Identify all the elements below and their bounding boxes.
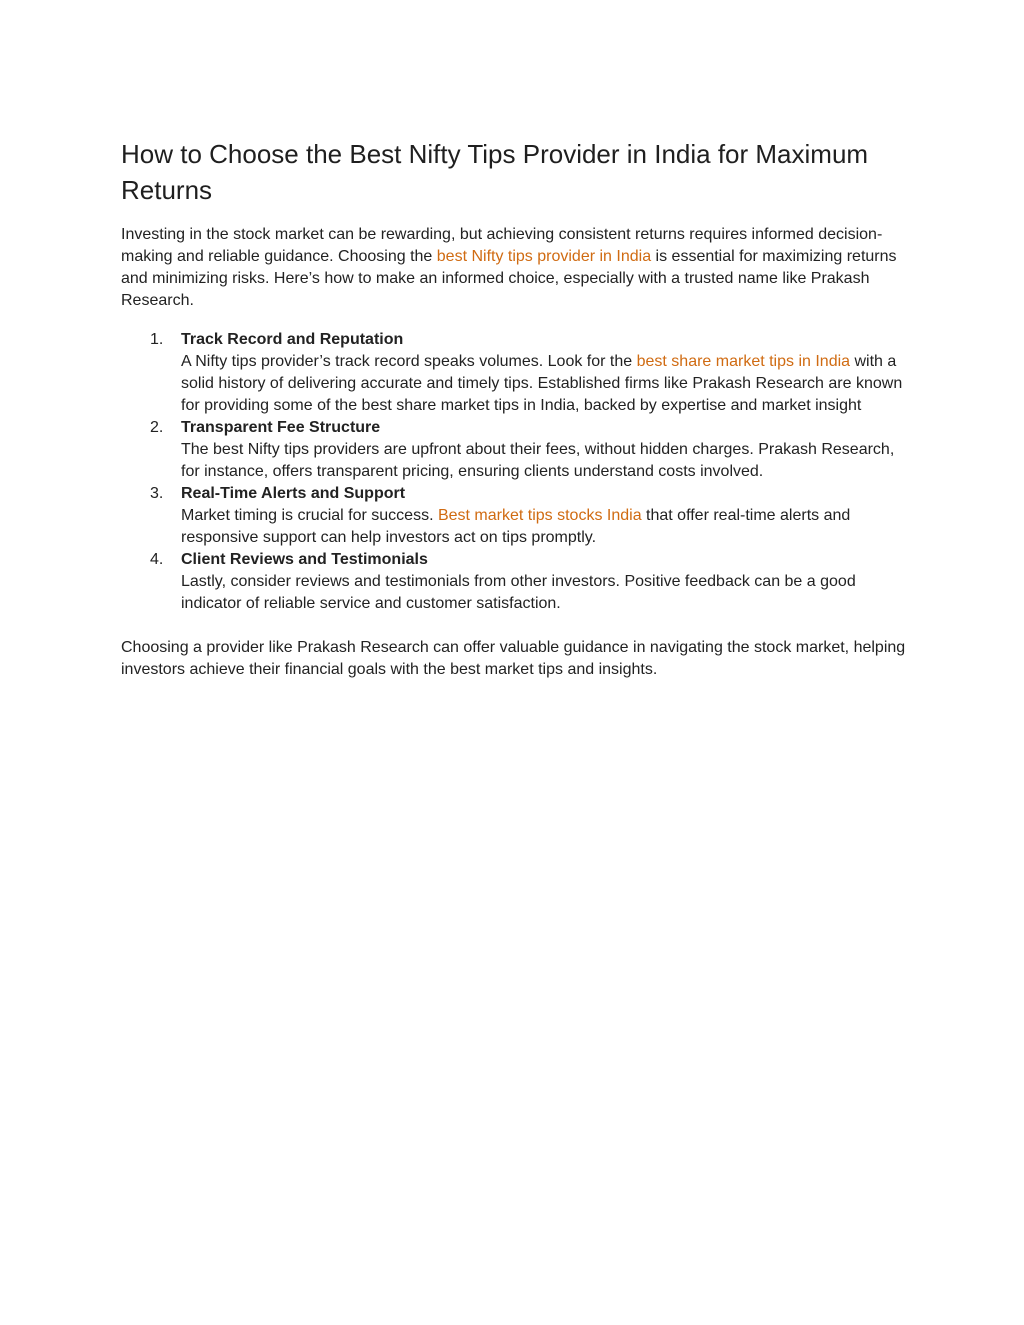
nifty-tips-provider-link[interactable]: best Nifty tips provider in India: [436, 248, 652, 265]
list-item-title: Real-Time Alerts and Support: [181, 485, 406, 502]
list-item-title: Track Record and Reputation: [181, 331, 404, 348]
list-item-number: 3.: [150, 485, 164, 502]
list-item: [121, 549, 911, 615]
market-tips-stocks-link[interactable]: Best market tips stocks India: [437, 507, 642, 524]
list-item-text-before: A Nifty tips provider’s track record speaks volumes. Look for the: [181, 353, 637, 370]
list-item-body: [181, 351, 911, 417]
intro-text-before: Investing in the stock market can be rewarding, but achieving consistent returns requires informed decision-making and reliable guidance. Choosing the: [121, 226, 883, 265]
list-item-number: 2.: [150, 419, 164, 436]
conclusion-paragraph: Choosing a provider like Prakash Research can offer valuable guidance in navigating the stock market, helping investors achieve their financial goals with the best market tips and insights.: [121, 639, 906, 678]
tips-list: [121, 329, 911, 615]
list-item-text-before: Market timing is crucial for success.: [181, 507, 438, 524]
list-item-body: Lastly, consider reviews and testimonials from other investors. Positive feedback can be a good indicator of reliable service and customer satisfaction.: [181, 573, 856, 612]
share-market-tips-link[interactable]: best share market tips in India: [636, 353, 851, 370]
document-page: [121, 136, 911, 681]
intro-paragraph: [121, 224, 911, 312]
list-item-number: 4.: [150, 551, 164, 568]
list-item-title: Transparent Fee Structure: [181, 419, 381, 436]
list-item-title: Client Reviews and Testimonials: [181, 551, 428, 568]
list-item: [121, 417, 911, 483]
intro-text-after: is essential for maximizing returns and minimizing risks. Here’s how to make an informed choice, especially with a trusted name like Prakash Research.: [121, 248, 897, 309]
list-item: [121, 483, 911, 549]
list-item-number: 1.: [150, 331, 164, 348]
list-item-text-after: that offer real-time alerts and responsive support can help investors act on tips promptly.: [181, 507, 851, 546]
list-item: [121, 329, 911, 417]
list-item-body: The best Nifty tips providers are upfront about their fees, without hidden charges. Prakash Research, for instance, offers transparent pricing, ensuring clients understand costs involved.: [181, 441, 895, 480]
list-item-body: [181, 505, 911, 549]
page-title: How to Choose the Best Nifty Tips Provider in India for Maximum Returns: [121, 139, 869, 205]
list-item-text-after: with a solid history of delivering accurate and timely tips. Established firms like Prakash Research are known for providing some of the best share market tips in India, backed by expertise and market insight: [181, 353, 903, 414]
